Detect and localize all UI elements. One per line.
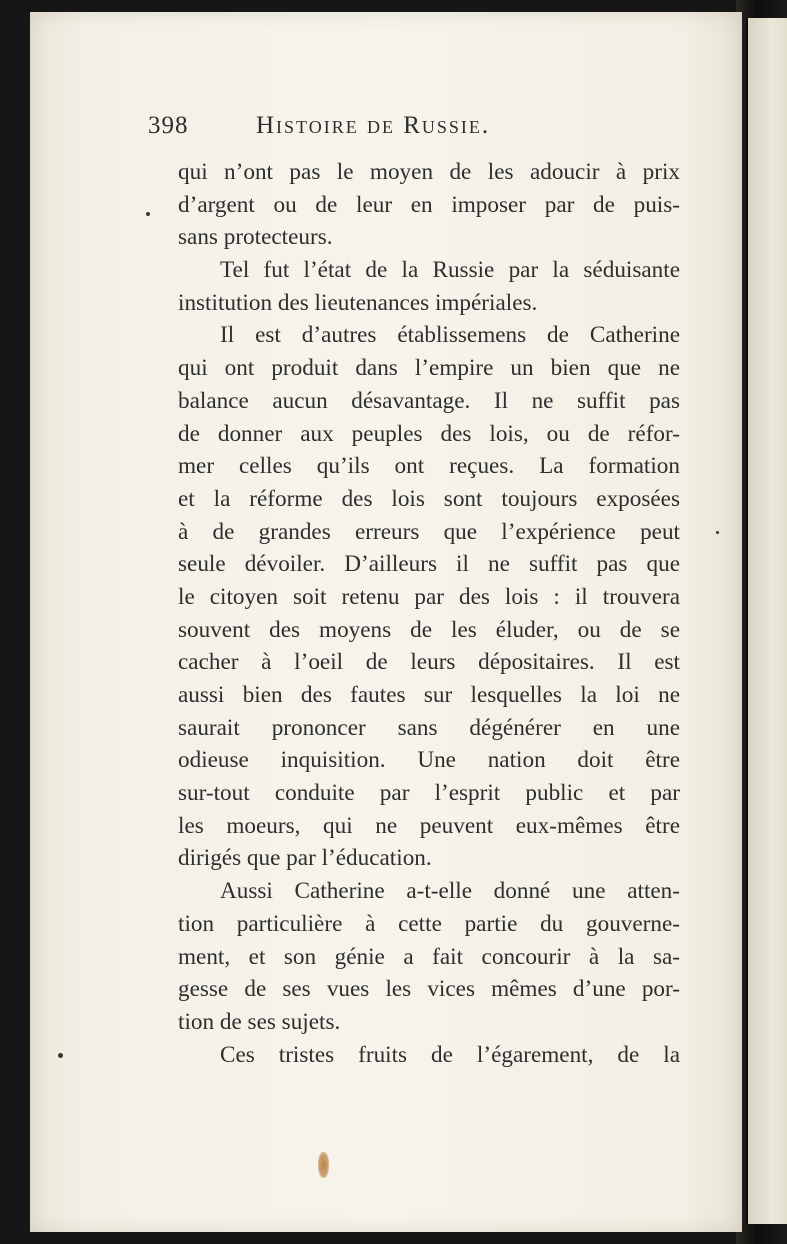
body-text [178,156,680,1071]
text-line: qui ont produit dans l’empire un bien que ne [178,355,680,382]
running-head [148,112,588,148]
paragraph-first-line: Il est d’autres établissemens de Catherine [220,322,680,349]
text-line: balance aucun désavantage. Il ne suffit pas [178,387,680,414]
text-line: qui n’ont pas le moyen de les adoucir à prix [178,159,680,185]
text-line: aussi bien des fautes sur lesquelles la loi ne [178,682,680,708]
text-line: cacher à l’oeil de leurs dépositaires. Il est [178,649,680,676]
ink-speck [146,212,150,216]
text-line: sur-tout conduite par l’esprit public et par [178,780,680,807]
text-line: à de grandes erreurs que l’expérience peut [178,518,680,545]
ink-speck [716,531,719,534]
text-line: sans protecteurs. [178,224,333,251]
text-line: et la réforme des lois sont toujours exposées [178,485,680,512]
paper-stain [318,1152,329,1178]
running-title: Histoire de Russie. [256,112,491,139]
text-line: ment, et son génie a fait concourir à la sa- [178,943,680,970]
text-line: de donner aux peuples des lois, ou de réfor- [178,420,680,447]
page-number: 398 [148,112,189,139]
text-line: tion particulière à cette partie du gouverne- [178,910,680,937]
text-line: dirigés que par l’éducation. [178,845,432,872]
text-line: institution des lieutenances impériales. [178,289,538,316]
text-line: d’argent ou de leur en imposer par de puis- [178,191,680,218]
paragraph-first-line: Ces tristes fruits de l’égarement, de la [220,1041,680,1068]
paragraph-first-line: Tel fut l’état de la Russie par la séduisante [220,257,680,284]
paragraph-first-line: Aussi Catherine a-t-elle donné une atten- [220,878,680,905]
text-line: odieuse inquisition. Une nation doit être [178,747,680,774]
text-line: tion de ses sujets. [178,1008,341,1035]
facing-page-edge [746,18,787,1224]
text-line: les moeurs, qui ne peuvent eux-mêmes être [178,812,680,839]
text-line: mer celles qu’ils ont reçues. La formation [178,453,680,480]
text-line: gesse de ses vues les vices mêmes d’une por- [178,976,680,1003]
text-line: le citoyen soit retenu par des lois : il trouvera [178,583,680,610]
text-line: saurait prononcer sans dégénérer en une [178,714,680,741]
text-line: souvent des moyens de les éluder, ou de se [178,616,680,643]
ink-speck [58,1053,63,1058]
text-line: seule dévoiler. D’ailleurs il ne suffit pas que [178,551,680,578]
